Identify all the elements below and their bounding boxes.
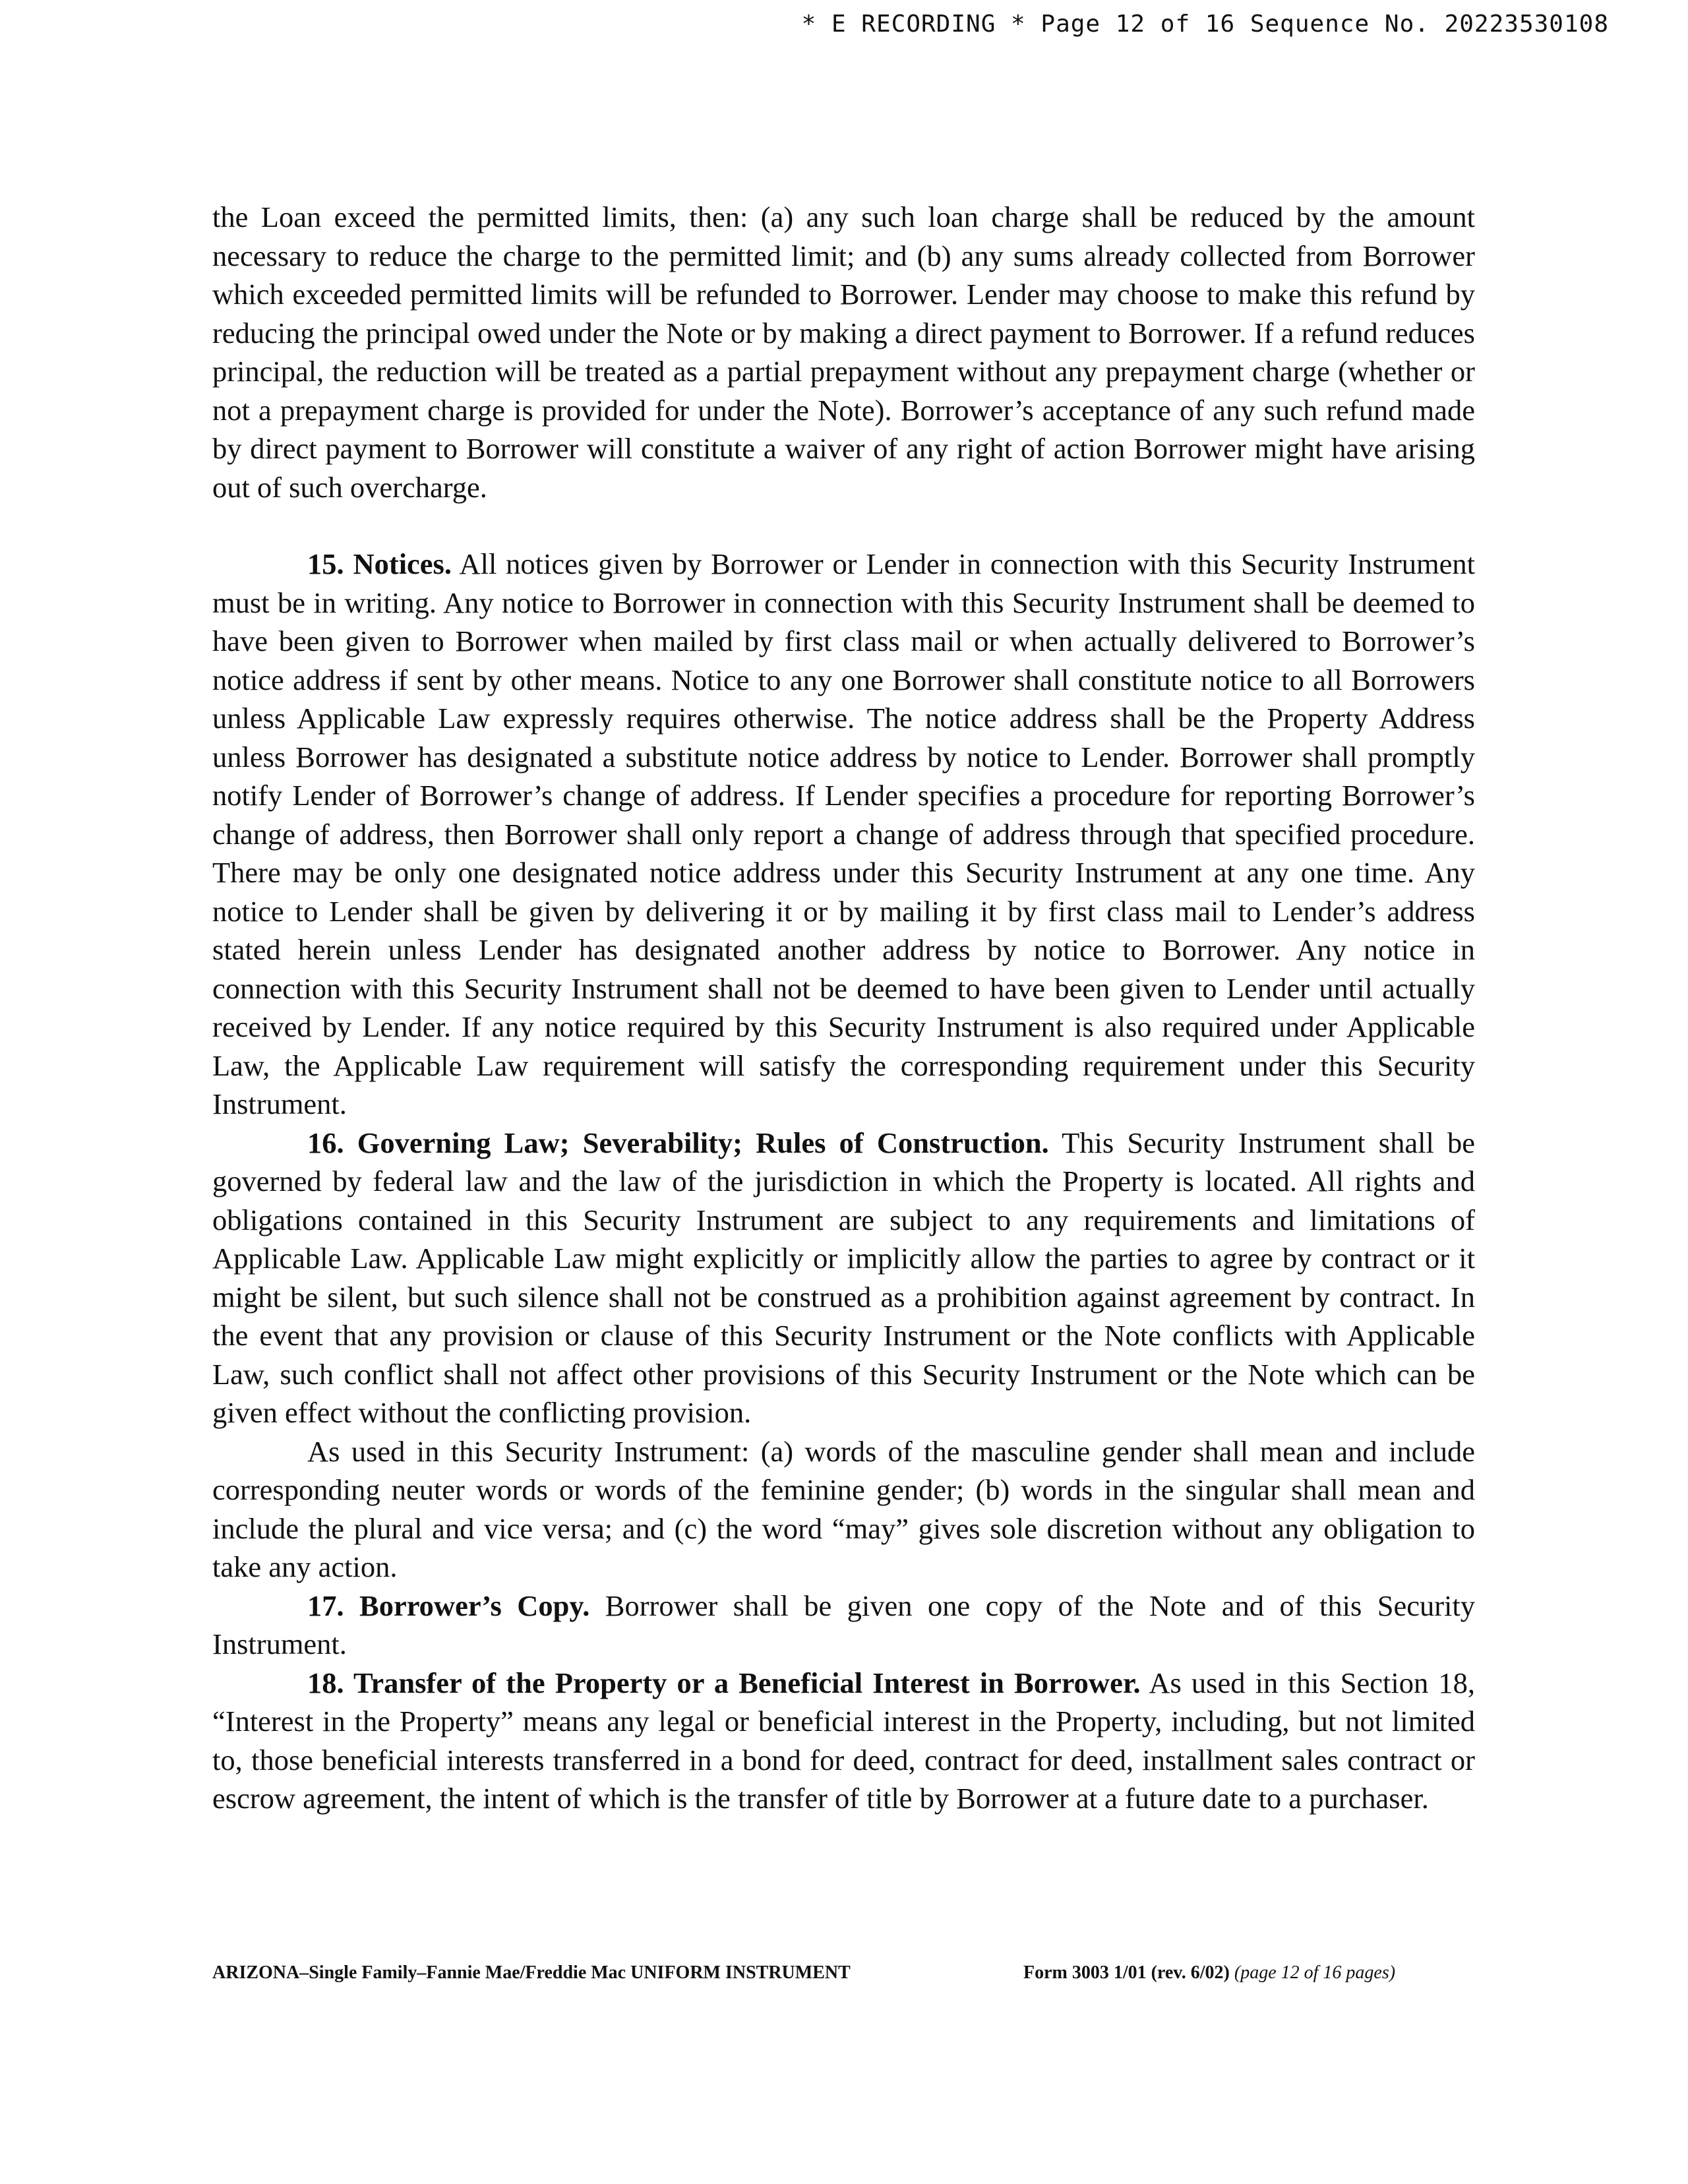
section-16-usage-text: As used in this Security Instrument: (a) words of the masculine gender shall mean and include corresponding neuter words or words of the feminine gender; (b) words in the singular shall mean and include the plural and vice versa; and (c) the word “may” gives sole discretion without any obligation to take any action. xyxy=(212,1434,1475,1583)
section-15-text: All notices given by Borrower or Lender in connection with this Security Instrument must be in writing. Any notice to Borrower in connection with this Security Instrument shall be deemed to have been given to Borrower when mailed by first class mail or when actually delivered to Borrower’s notice address if sent by other means. Notice to any one Borrower shall constitute notice to all Borrowers unless Applicable Law expressly requires otherwise. The notice address shall be the Property Address unless Borrower has designated a substitute notice address by notice to Lender. Borrower shall promptly notify Lender of Borrower’s change of address. If Lender specifies a procedure for reporting Borrower’s change of address, then Borrower shall only report a change of address through that specified procedure. There may be only one designated notice address under this Security Instrument at any one time. Any notice to Lender shall be given by delivering it or by mailing it by first class mail to Lender’s address stated herein unless Lender has designated another address by notice to Borrower. Any notice in connection with this Security Instrument shall not be deemed to have been given to Lender until actually received by Lender. If any notice required by this Security Instrument is also required under Applicable Law, the Applicable Law requirement will satisfy the corresponding requirement under this Security Instrument. xyxy=(212,547,1476,1120)
section-15 xyxy=(212,545,1475,1124)
footer-form-info xyxy=(1023,1962,1395,1984)
footer-page-count: (page 12 of 16 pages) xyxy=(1234,1962,1396,1983)
section-18-heading: 18. Transfer of the Property or a Beneficial Interest in Borrower. xyxy=(307,1666,1141,1699)
section-16 xyxy=(212,1124,1475,1432)
section-16-heading: 16. Governing Law; Severability; Rules of Construction. xyxy=(307,1126,1049,1159)
recording-header: * E RECORDING * Page 12 of 16 Sequence No. 20223530108 xyxy=(801,11,1609,38)
footer-instrument-label: ARIZONA–Single Family–Fannie Mae/Freddie Mac UNIFORM INSTRUMENT xyxy=(212,1962,851,1983)
section-17-heading: 17. Borrower’s Copy. xyxy=(307,1589,590,1622)
section-18-text: As used in this Section 18, “Interest in the Property” means any legal or beneficial interest in the Property, including, but not limited to, those beneficial interests transferred in a bond for deed, contract for deed, installment sales contract or escrow agreement, the intent of which is the transfer of title by Borrower at a future date to a purchaser. xyxy=(212,1666,1476,1815)
paragraph-continuation: the Loan exceed the permitted limits, then: (a) any such loan charge shall be reduced by the amount necessary to reduce the charge to the permitted limit; and (b) any sums already collected from Borrower which exceeded permitted limits will be refunded to Borrower. Lender may choose to make this refund by reducing the principal owed under the Note or by making a direct payment to Borrower. If a refund reduces principal, the reduction will be treated as a partial prepayment without any prepayment charge (whether or not a prepayment charge is provided for under the Note). Borrower’s acceptance of any such refund made by direct payment to Borrower will constitute a waiver of any right of action Borrower might have arising out of such overcharge. xyxy=(212,200,1475,504)
section-18 xyxy=(212,1664,1475,1818)
section-17-text: Borrower shall be given one copy of the Note and of this Security Instrument. xyxy=(212,1589,1475,1660)
section-16-text: This Security Instrument shall be governed by federal law and the law of the jurisdiction in which the Property is located. All rights and obligations contained in this Security Instrument are subject to any requirements and limitations of Applicable Law. Applicable Law might explicitly or implicitly allow the parties to agree by contract or it might be silent, but such silence shall not be construed as a prohibition against agreement by contract. In the event that any provision or clause of this Security Instrument or the Note conflicts with Applicable Law, such conflict shall not affect other provisions of this Security Instrument or the Note which can be given effect without the conflicting provision. xyxy=(212,1126,1476,1429)
section-17 xyxy=(212,1587,1475,1664)
document-body xyxy=(212,198,1475,1818)
section-16-usage-paragraph xyxy=(212,1432,1475,1587)
section-15-heading: 15. Notices. xyxy=(307,547,452,580)
form-footer xyxy=(212,1962,1475,1984)
footer-form-number: Form 3003 1/01 (rev. 6/02) xyxy=(1023,1962,1230,1983)
paragraph-gap xyxy=(212,506,1475,545)
